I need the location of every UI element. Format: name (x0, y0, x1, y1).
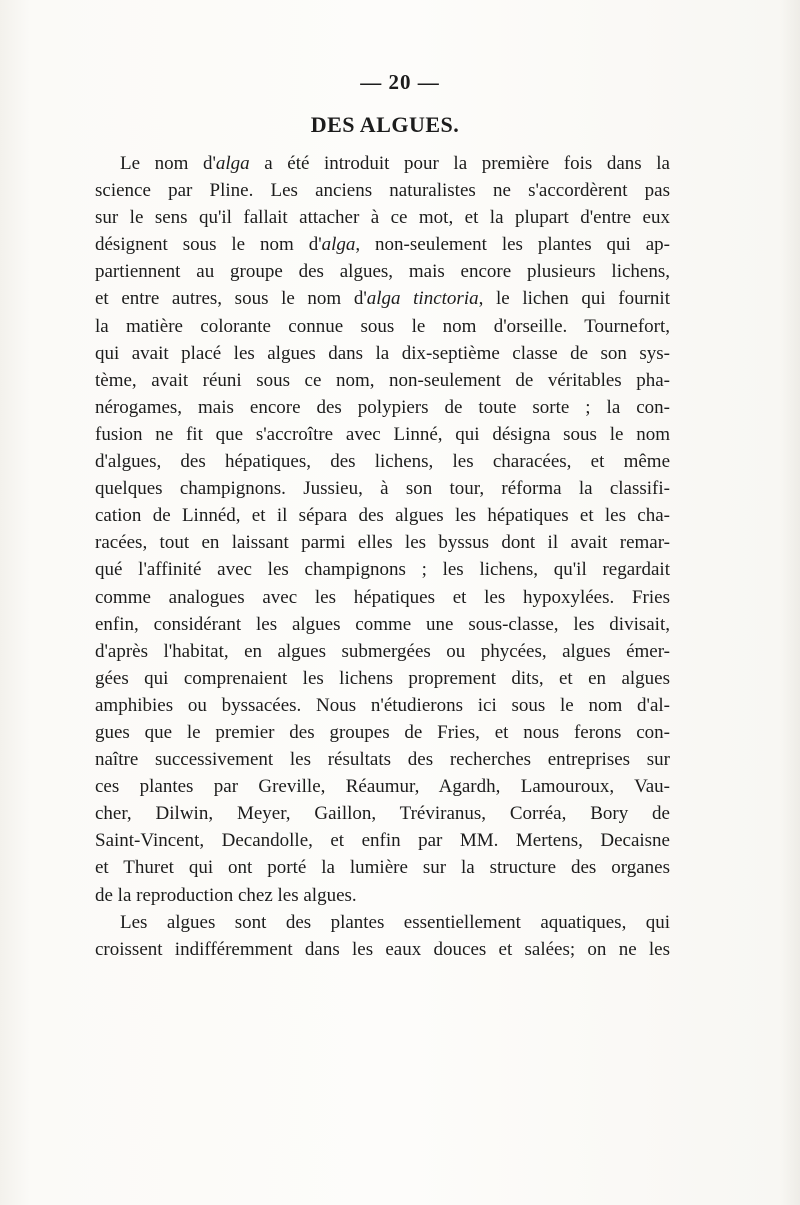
text-line: cher, Dilwin, Meyer, Gaillon, Tréviranus, Corréa, Bory de (95, 803, 670, 825)
text-line: amphibies ou byssacées. Nous n'étudierons ici sous le nom d'al- (95, 694, 670, 716)
text-line: quelques champignons. Jussieu, à son tour, réforma la classifi- (95, 478, 670, 500)
text-line: racées, tout en laissant parmi elles les byssus dont il avait remar- (95, 532, 670, 554)
italic-term: alga tinctoria (366, 288, 479, 310)
text-line: gues que le premier des groupes de Fries, et nous ferons con- (95, 721, 670, 743)
text-line: la matière colorante connue sous le nom d'orseille. Tournefort, (95, 315, 670, 337)
italic-term: alga (215, 153, 250, 174)
text-line: et entre autres, sous le nom d'alga tinctoria, le lichen qui fournit (95, 288, 670, 310)
italic-term: alga (321, 234, 356, 256)
text-line: comme analogues avec les hépatiques et les hypoxylées. Fries (95, 586, 670, 608)
text-line: naître successivement les résultats des recherches entreprises sur (95, 749, 670, 771)
page-number: — 20 — (360, 70, 440, 94)
text-line: nérogames, mais encore des polypiers de toute sorte ; la con- (95, 396, 670, 418)
text-line: fusion ne fit que s'accroître avec Linné, qui désigna sous le nom (95, 423, 670, 445)
text-line: partiennent au groupe des algues, mais encore plusieurs lichens, (95, 261, 670, 283)
paragraph (95, 150, 670, 909)
text-line: enfin, considérant les algues comme une sous-classe, les divisait, (95, 613, 670, 635)
text-line: tème, avait réuni sous ce nom, non-seulement de véritables pha- (95, 369, 670, 391)
text-line: sur le sens qu'il fallait attacher à ce mot, et la plupart d'entre eux (95, 207, 670, 229)
text-line: science par Pline. Les anciens naturalistes ne s'accordèrent pas (95, 180, 670, 202)
text-line: d'algues, des hépatiques, des lichens, les characées, et même (95, 451, 670, 473)
text-line: d'après l'habitat, en algues submergées ou phycées, algues émer- (95, 640, 670, 662)
text-line: et Thuret qui ont porté la lumière sur la structure des organes (95, 857, 670, 879)
text-line: qué l'affinité avec les champignons ; les lichens, qu'il regardait (95, 559, 670, 581)
text-line: qui avait placé les algues dans la dix-septième classe de son sys- (95, 342, 670, 364)
text-line: Les algues sont des plantes essentiellement aquatiques, qui (120, 911, 670, 933)
text-line: croissent indifféremment dans les eaux douces et salées; on ne les (95, 938, 670, 960)
text-line: Le nom d'alga a été introduit pour la première fois dans la (120, 153, 670, 174)
paragraph (95, 909, 670, 963)
text-line: désignent sous le nom d'alga, non-seulement les plantes qui ap- (95, 234, 670, 256)
text-line: cation de Linnéd, et il sépara des algues les hépatiques et les cha- (95, 505, 670, 527)
text-line: de la reproduction chez les algues. (95, 884, 357, 906)
text-line: ces plantes par Greville, Réaumur, Agardh, Lamouroux, Vau- (95, 776, 670, 798)
text-line: gées qui comprenaient les lichens proprement dits, et en algues (95, 667, 670, 689)
chapter-heading: DES ALGUES. (310, 112, 460, 137)
body-text (95, 150, 670, 963)
text-line: Saint-Vincent, Decandolle, et enfin par MM. Mertens, Decaisne (95, 830, 670, 852)
